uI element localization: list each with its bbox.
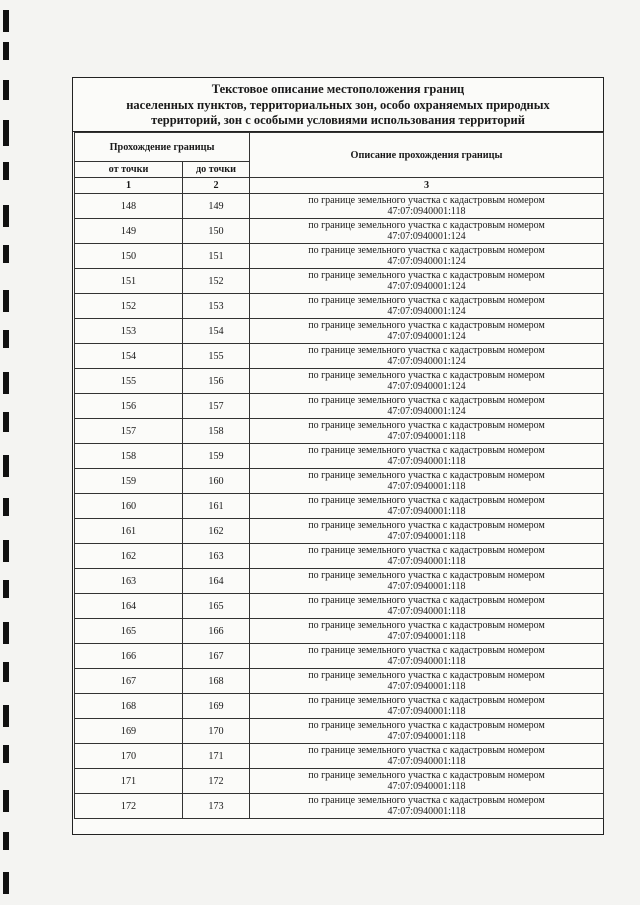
table-row	[75, 219, 604, 244]
to-point: 169	[183, 694, 250, 719]
table-row	[75, 319, 604, 344]
from-point: 162	[75, 544, 183, 569]
to-point: 161	[183, 494, 250, 519]
to-point: 155	[183, 344, 250, 369]
cadastral-number: 47:07:0940001:118	[387, 606, 466, 617]
boundary-description	[250, 769, 604, 794]
table-row	[75, 494, 604, 519]
document-page	[72, 77, 604, 835]
description-text: по границе земельного участка с кадастровым номером	[308, 670, 545, 681]
to-point: 152	[183, 269, 250, 294]
boundary-description	[250, 319, 604, 344]
col-number: 3	[250, 178, 604, 194]
to-point: 162	[183, 519, 250, 544]
to-point: 173	[183, 794, 250, 819]
to-point: 149	[183, 194, 250, 219]
description-text: по границе земельного участка с кадастровым номером	[308, 420, 545, 431]
cadastral-number: 47:07:0940001:124	[387, 306, 466, 317]
table-row	[75, 569, 604, 594]
binding-hole	[3, 205, 9, 227]
to-point: 156	[183, 369, 250, 394]
binding-hole	[3, 372, 9, 394]
table-row	[75, 619, 604, 644]
cadastral-number: 47:07:0940001:124	[387, 231, 466, 242]
description-text: по границе земельного участка с кадастровым номером	[308, 445, 545, 456]
table-row	[75, 394, 604, 419]
table-row	[75, 194, 604, 219]
description-text: по границе земельного участка с кадастровым номером	[308, 470, 545, 481]
cadastral-number: 47:07:0940001:118	[387, 781, 466, 792]
cadastral-number: 47:07:0940001:118	[387, 581, 466, 592]
description-text: по границе земельного участка с кадастровым номером	[308, 620, 545, 631]
binding-hole	[3, 10, 9, 32]
from-point: 151	[75, 269, 183, 294]
binding-hole	[3, 872, 9, 894]
table-row	[75, 369, 604, 394]
binding-hole	[3, 705, 9, 727]
binding-hole	[3, 790, 9, 812]
boundary-description	[250, 519, 604, 544]
table-row	[75, 769, 604, 794]
cadastral-number: 47:07:0940001:118	[387, 481, 466, 492]
description-text: по границе земельного участка с кадастровым номером	[308, 220, 545, 231]
description-text: по границе земельного участка с кадастровым номером	[308, 245, 545, 256]
description-text: по границе земельного участка с кадастровым номером	[308, 795, 545, 806]
boundary-table	[74, 132, 604, 819]
title-line: населенных пунктов, территориальных зон, особо охраняемых природных	[126, 97, 550, 112]
boundary-description	[250, 394, 604, 419]
from-point: 159	[75, 469, 183, 494]
boundary-description	[250, 294, 604, 319]
cadastral-number: 47:07:0940001:118	[387, 556, 466, 567]
description-text: по границе земельного участка с кадастровым номером	[308, 195, 545, 206]
table-row	[75, 744, 604, 769]
cadastral-number: 47:07:0940001:118	[387, 756, 466, 767]
boundary-description	[250, 344, 604, 369]
table-row	[75, 794, 604, 819]
cadastral-number: 47:07:0940001:118	[387, 731, 466, 742]
to-point: 158	[183, 419, 250, 444]
description-text: по границе земельного участка с кадастровым номером	[308, 395, 545, 406]
from-point: 161	[75, 519, 183, 544]
header-row	[75, 133, 604, 162]
boundary-description	[250, 669, 604, 694]
from-point: 160	[75, 494, 183, 519]
cadastral-number: 47:07:0940001:118	[387, 706, 466, 717]
boundary-description	[250, 544, 604, 569]
from-point: 156	[75, 394, 183, 419]
boundary-description	[250, 219, 604, 244]
boundary-description	[250, 419, 604, 444]
to-point: 159	[183, 444, 250, 469]
to-point: 164	[183, 569, 250, 594]
boundary-description	[250, 744, 604, 769]
table-row	[75, 719, 604, 744]
table-row	[75, 669, 604, 694]
description-text: по границе земельного участка с кадастровым номером	[308, 770, 545, 781]
binding-hole	[3, 662, 9, 682]
col-number: 2	[183, 178, 250, 194]
description-text: по границе земельного участка с кадастровым номером	[308, 270, 545, 281]
from-point: 150	[75, 244, 183, 269]
table-row	[75, 694, 604, 719]
cadastral-number: 47:07:0940001:124	[387, 381, 466, 392]
from-point: 165	[75, 619, 183, 644]
to-point: 165	[183, 594, 250, 619]
to-point: 154	[183, 319, 250, 344]
to-point: 172	[183, 769, 250, 794]
cadastral-number: 47:07:0940001:118	[387, 656, 466, 667]
from-point: 154	[75, 344, 183, 369]
cadastral-number: 47:07:0940001:118	[387, 431, 466, 442]
cadastral-number: 47:07:0940001:124	[387, 406, 466, 417]
cadastral-number: 47:07:0940001:118	[387, 206, 466, 217]
table-row	[75, 644, 604, 669]
from-point: 163	[75, 569, 183, 594]
title-line: Текстовое описание местоположения границ	[211, 82, 465, 96]
to-point: 150	[183, 219, 250, 244]
boundary-description	[250, 369, 604, 394]
to-point: 168	[183, 669, 250, 694]
to-point: 151	[183, 244, 250, 269]
cadastral-number: 47:07:0940001:118	[387, 631, 466, 642]
description-text: по границе земельного участка с кадастровым номером	[308, 495, 545, 506]
boundary-description	[250, 694, 604, 719]
cadastral-number: 47:07:0940001:124	[387, 356, 466, 367]
table-row	[75, 294, 604, 319]
to-point: 160	[183, 469, 250, 494]
title-line: территорий, зон с особыми условиями использования территорий	[151, 113, 525, 127]
description-text: по границе земельного участка с кадастровым номером	[308, 520, 545, 531]
to-point: 163	[183, 544, 250, 569]
binding-hole	[3, 540, 9, 562]
header-from: от точки	[75, 162, 183, 178]
boundary-description	[250, 794, 604, 819]
table-row	[75, 269, 604, 294]
from-point: 148	[75, 194, 183, 219]
table-row	[75, 344, 604, 369]
cadastral-number: 47:07:0940001:124	[387, 331, 466, 342]
cadastral-number: 47:07:0940001:124	[387, 281, 466, 292]
boundary-description	[250, 469, 604, 494]
from-point: 164	[75, 594, 183, 619]
table-row	[75, 244, 604, 269]
description-text: по границе земельного участка с кадастровым номером	[308, 745, 545, 756]
binding-hole	[3, 42, 9, 60]
from-point: 149	[75, 219, 183, 244]
description-text: по границе земельного участка с кадастровым номером	[308, 570, 545, 581]
boundary-description	[250, 644, 604, 669]
to-point: 167	[183, 644, 250, 669]
description-text: по границе земельного участка с кадастровым номером	[308, 320, 545, 331]
to-point: 171	[183, 744, 250, 769]
table-row	[75, 469, 604, 494]
boundary-description	[250, 444, 604, 469]
binding-hole	[3, 80, 9, 100]
boundary-description	[250, 619, 604, 644]
from-point: 158	[75, 444, 183, 469]
to-point: 157	[183, 394, 250, 419]
from-point: 168	[75, 694, 183, 719]
cadastral-number: 47:07:0940001:124	[387, 256, 466, 267]
description-text: по границе земельного участка с кадастровым номером	[308, 345, 545, 356]
cadastral-number: 47:07:0940001:118	[387, 681, 466, 692]
binding-hole	[3, 412, 9, 432]
description-text: по границе земельного участка с кадастровым номером	[308, 545, 545, 556]
header-passage: Прохождение границы	[75, 133, 250, 162]
description-text: по границе земельного участка с кадастровым номером	[308, 645, 545, 656]
from-point: 171	[75, 769, 183, 794]
cadastral-number: 47:07:0940001:118	[387, 531, 466, 542]
boundary-description	[250, 194, 604, 219]
table-row	[75, 544, 604, 569]
header-to: до точки	[183, 162, 250, 178]
binding-hole	[3, 745, 9, 763]
binding-hole	[3, 832, 9, 850]
boundary-description	[250, 494, 604, 519]
from-point: 170	[75, 744, 183, 769]
table-row	[75, 594, 604, 619]
column-numbers-row	[75, 178, 604, 194]
description-text: по границе земельного участка с кадастровым номером	[308, 295, 545, 306]
binding-hole	[3, 290, 9, 312]
document-title	[73, 78, 603, 132]
header-description: Описание прохождения границы	[250, 133, 604, 178]
binding-hole	[3, 120, 9, 146]
binding-hole	[3, 162, 9, 180]
from-point: 152	[75, 294, 183, 319]
to-point: 170	[183, 719, 250, 744]
description-text: по границе земельного участка с кадастровым номером	[308, 720, 545, 731]
from-point: 169	[75, 719, 183, 744]
from-point: 153	[75, 319, 183, 344]
binding-hole	[3, 498, 9, 516]
to-point: 166	[183, 619, 250, 644]
boundary-description	[250, 594, 604, 619]
cadastral-number: 47:07:0940001:118	[387, 506, 466, 517]
to-point: 153	[183, 294, 250, 319]
from-point: 157	[75, 419, 183, 444]
from-point: 166	[75, 644, 183, 669]
binding-holes	[0, 0, 14, 905]
boundary-description	[250, 244, 604, 269]
description-text: по границе земельного участка с кадастровым номером	[308, 370, 545, 381]
table-row	[75, 419, 604, 444]
boundary-description	[250, 269, 604, 294]
description-text: по границе земельного участка с кадастровым номером	[308, 695, 545, 706]
binding-hole	[3, 245, 9, 263]
table-row	[75, 444, 604, 469]
binding-hole	[3, 330, 9, 348]
binding-hole	[3, 580, 9, 598]
cadastral-number: 47:07:0940001:118	[387, 806, 466, 817]
col-number: 1	[75, 178, 183, 194]
from-point: 172	[75, 794, 183, 819]
binding-hole	[3, 622, 9, 644]
table-row	[75, 519, 604, 544]
description-text: по границе земельного участка с кадастровым номером	[308, 595, 545, 606]
boundary-description	[250, 569, 604, 594]
cadastral-number: 47:07:0940001:118	[387, 456, 466, 467]
boundary-description	[250, 719, 604, 744]
binding-hole	[3, 455, 9, 477]
from-point: 155	[75, 369, 183, 394]
from-point: 167	[75, 669, 183, 694]
